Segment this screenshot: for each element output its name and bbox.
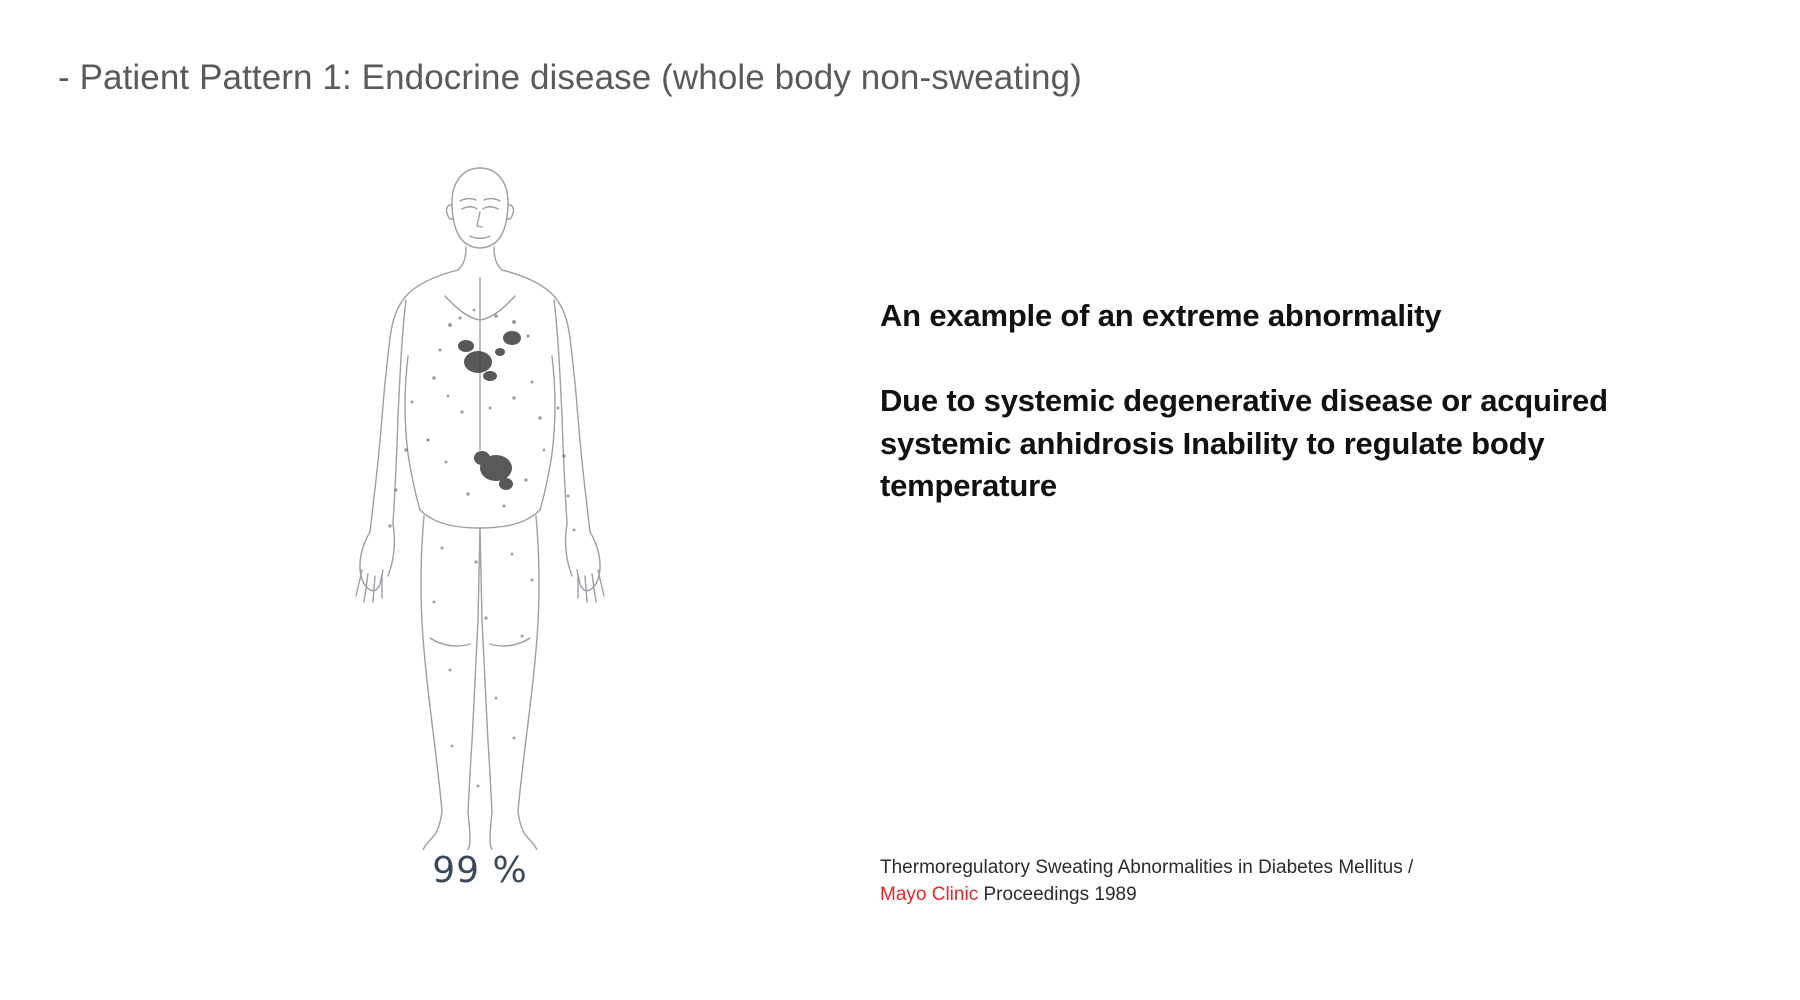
citation-source-trailing: Proceedings 1989: [978, 883, 1137, 905]
figure-caption-percentage: 99 %: [432, 850, 528, 891]
citation-source-accent: Mayo Clinic: [880, 883, 979, 905]
figure-block: [300, 150, 660, 940]
content-column: [880, 295, 1680, 508]
page-title: - Patient Pattern 1: Endocrine disease (whole body non-sweating): [58, 58, 1082, 97]
citation-line-1: Thermoregulatory Sweating Abnormalities in Diabetes Mellitus /: [880, 857, 1414, 878]
citation-block: [880, 855, 1640, 909]
body-paragraph: Due to systemic degenerative disease or acquired systemic anhidrosis Inability to regulate body temperature: [880, 382, 1608, 504]
headline-text: An example of an extreme abnormality: [880, 298, 1442, 333]
body-diagram: [300, 150, 660, 850]
